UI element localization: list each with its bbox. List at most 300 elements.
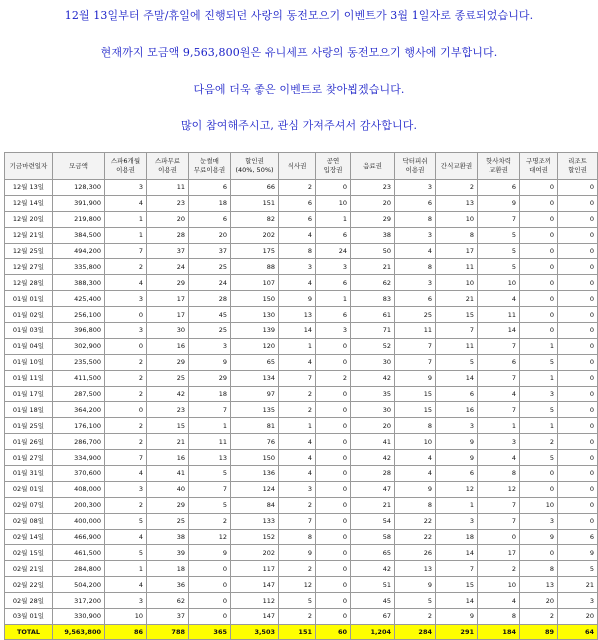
value-cell: 4	[478, 386, 520, 402]
value-cell: 1	[105, 561, 147, 577]
value-cell: 54	[351, 513, 395, 529]
value-cell: 0	[558, 323, 598, 339]
value-cell: 3	[105, 291, 147, 307]
table-row	[5, 561, 598, 577]
value-cell: 25	[395, 307, 436, 323]
value-cell: 2	[279, 180, 316, 196]
total-row	[5, 624, 598, 639]
value-cell: 4	[279, 450, 316, 466]
value-cell: 7	[436, 561, 478, 577]
value-cell: 4	[279, 354, 316, 370]
value-cell: 1	[520, 370, 558, 386]
value-cell: 284,800	[53, 561, 105, 577]
date-cell: 02월 21일	[5, 561, 53, 577]
value-cell: 0	[558, 211, 598, 227]
value-cell: 13	[436, 195, 478, 211]
value-cell: 25	[147, 370, 189, 386]
value-cell: 2	[395, 609, 436, 625]
value-cell: 37	[189, 243, 231, 259]
value-cell: 38	[351, 227, 395, 243]
value-cell: 3	[189, 338, 231, 354]
value-cell: 1	[189, 418, 231, 434]
value-cell: 61	[351, 307, 395, 323]
value-cell: 504,200	[53, 577, 105, 593]
value-cell: 62	[351, 275, 395, 291]
value-cell: 6	[395, 291, 436, 307]
column-header-label: 기금마련일자	[9, 161, 48, 170]
column-header-label: 할인권	[245, 157, 264, 165]
value-cell: 29	[351, 211, 395, 227]
value-cell: 11	[189, 434, 231, 450]
table-row	[5, 577, 598, 593]
value-cell: 14	[478, 323, 520, 339]
notice-line-4: 많이 참여해주시고, 관심 가져주셔서 감사합니다.	[180, 119, 418, 132]
value-cell: 2	[436, 180, 478, 196]
value-cell: 7	[478, 513, 520, 529]
value-cell: 4	[105, 466, 147, 482]
column-header-label: 이용권	[116, 166, 135, 174]
value-cell: 1	[279, 418, 316, 434]
value-cell: 3	[436, 418, 478, 434]
value-cell: 7	[478, 370, 520, 386]
value-cell: 3	[279, 259, 316, 275]
date-cell: 01월 25일	[5, 418, 53, 434]
value-cell: 10	[436, 275, 478, 291]
value-cell: 20	[147, 211, 189, 227]
value-cell: 0	[558, 418, 598, 434]
value-cell: 7	[478, 211, 520, 227]
value-cell: 107	[231, 275, 279, 291]
value-cell: 3	[105, 593, 147, 609]
value-cell: 0	[558, 180, 598, 196]
column-header-label: 스파6개월	[110, 157, 141, 165]
value-cell: 0	[558, 227, 598, 243]
value-cell: 0	[558, 307, 598, 323]
value-cell: 42	[147, 386, 189, 402]
column-header-label: 할인권	[568, 166, 587, 174]
value-cell: 0	[558, 497, 598, 513]
value-cell: 0	[316, 497, 351, 513]
column-header-label: 공연	[326, 157, 340, 165]
value-cell: 38	[147, 529, 189, 545]
table-row	[5, 513, 598, 529]
value-cell: 0	[558, 354, 598, 370]
value-cell: 120	[231, 338, 279, 354]
value-cell: 133	[231, 513, 279, 529]
value-cell: 0	[558, 513, 598, 529]
value-cell: 0	[558, 275, 598, 291]
value-cell: 62	[147, 593, 189, 609]
value-cell: 30	[351, 402, 395, 418]
value-cell: 4	[105, 195, 147, 211]
total-value-cell: 788	[147, 624, 189, 639]
value-cell: 12	[189, 529, 231, 545]
value-cell: 20	[520, 593, 558, 609]
total-value-cell: 86	[105, 624, 147, 639]
value-cell: 4	[279, 434, 316, 450]
value-cell: 3	[105, 180, 147, 196]
table-row	[5, 354, 598, 370]
value-cell: 0	[189, 577, 231, 593]
value-cell: 0	[558, 386, 598, 402]
value-cell: 29	[147, 497, 189, 513]
value-cell: 4	[478, 450, 520, 466]
value-cell: 6	[316, 227, 351, 243]
value-cell: 18	[189, 386, 231, 402]
value-cell: 3	[316, 323, 351, 339]
value-cell: 2	[105, 354, 147, 370]
value-cell: 8	[395, 418, 436, 434]
value-cell: 20	[189, 227, 231, 243]
value-cell: 5	[436, 354, 478, 370]
value-cell: 37	[147, 243, 189, 259]
value-cell: 15	[395, 386, 436, 402]
value-cell: 0	[558, 259, 598, 275]
total-value-cell: 284	[395, 624, 436, 639]
value-cell: 176,100	[53, 418, 105, 434]
value-cell: 175	[231, 243, 279, 259]
table-row	[5, 402, 598, 418]
value-cell: 2	[279, 561, 316, 577]
value-cell: 16	[147, 450, 189, 466]
column-header	[5, 153, 53, 180]
column-header-label: 음료권	[363, 161, 382, 170]
value-cell: 15	[395, 402, 436, 418]
value-cell: 9	[436, 609, 478, 625]
value-cell: 317,200	[53, 593, 105, 609]
value-cell: 21	[351, 259, 395, 275]
value-cell: 17	[147, 307, 189, 323]
value-cell: 5	[520, 450, 558, 466]
column-header-label: 리조트	[568, 157, 587, 165]
value-cell: 0	[558, 434, 598, 450]
total-value-cell: 291	[436, 624, 478, 639]
value-cell: 7	[436, 323, 478, 339]
column-header	[231, 153, 279, 180]
value-cell: 10	[105, 609, 147, 625]
value-cell: 152	[231, 529, 279, 545]
value-cell: 16	[147, 338, 189, 354]
value-cell: 9	[436, 450, 478, 466]
column-header-label: 식사권	[287, 161, 307, 170]
value-cell: 5	[478, 227, 520, 243]
value-cell: 9	[558, 545, 598, 561]
value-cell: 0	[558, 338, 598, 354]
date-cell: 01월 27일	[5, 450, 53, 466]
column-header	[279, 153, 316, 180]
value-cell: 202	[231, 545, 279, 561]
value-cell: 35	[351, 386, 395, 402]
value-cell: 151	[231, 195, 279, 211]
value-cell: 15	[436, 307, 478, 323]
value-cell: 4	[478, 291, 520, 307]
value-cell: 9	[436, 434, 478, 450]
value-cell: 3	[279, 481, 316, 497]
date-cell: 02월 28일	[5, 593, 53, 609]
column-header	[558, 153, 598, 180]
value-cell: 150	[231, 450, 279, 466]
value-cell: 39	[147, 545, 189, 561]
date-cell: 12월 21일	[5, 227, 53, 243]
value-cell: 40	[147, 481, 189, 497]
value-cell: 9	[478, 195, 520, 211]
table-row	[5, 370, 598, 386]
table-row	[5, 593, 598, 609]
table-row	[5, 338, 598, 354]
value-cell: 11	[478, 307, 520, 323]
date-cell: 01월 11일	[5, 370, 53, 386]
value-cell: 8	[279, 529, 316, 545]
value-cell: 0	[558, 195, 598, 211]
value-cell: 0	[105, 402, 147, 418]
value-cell: 147	[231, 577, 279, 593]
value-cell: 37	[147, 609, 189, 625]
value-cell: 7	[395, 354, 436, 370]
column-header-label: 입장권	[323, 166, 343, 174]
value-cell: 384,500	[53, 227, 105, 243]
date-cell: 03월 01일	[5, 609, 53, 625]
value-cell: 1	[316, 211, 351, 227]
value-cell: 6	[436, 466, 478, 482]
value-cell: 2	[520, 434, 558, 450]
column-header	[478, 153, 520, 180]
date-cell: 02월 08일	[5, 513, 53, 529]
table-row	[5, 259, 598, 275]
date-cell: 12월 20일	[5, 211, 53, 227]
value-cell: 388,300	[53, 275, 105, 291]
column-header-label: 스파무료	[154, 157, 181, 165]
column-header	[147, 153, 189, 180]
table-row	[5, 275, 598, 291]
value-cell: 26	[395, 545, 436, 561]
value-cell: 24	[147, 259, 189, 275]
value-cell: 1	[105, 227, 147, 243]
value-cell: 42	[351, 561, 395, 577]
value-cell: 461,500	[53, 545, 105, 561]
table-row	[5, 418, 598, 434]
value-cell: 10	[520, 497, 558, 513]
value-cell: 0	[558, 466, 598, 482]
column-header-label: 모금액	[69, 161, 88, 170]
value-cell: 12	[478, 481, 520, 497]
value-cell: 6	[395, 195, 436, 211]
value-cell: 117	[231, 561, 279, 577]
value-cell: 9	[189, 354, 231, 370]
value-cell: 5	[189, 497, 231, 513]
date-cell: 01월 18일	[5, 402, 53, 418]
total-value-cell: 3,503	[231, 624, 279, 639]
value-cell: 0	[520, 259, 558, 275]
value-cell: 0	[558, 243, 598, 259]
value-cell: 0	[520, 291, 558, 307]
column-header-label: 교환권	[489, 166, 508, 174]
value-cell: 9	[395, 370, 436, 386]
value-cell: 24	[316, 243, 351, 259]
value-cell: 0	[316, 609, 351, 625]
value-cell: 0	[316, 338, 351, 354]
value-cell: 50	[351, 243, 395, 259]
total-value-cell: 1,204	[351, 624, 395, 639]
value-cell: 2	[279, 386, 316, 402]
table-row	[5, 291, 598, 307]
value-cell: 65	[351, 545, 395, 561]
date-cell: 02월 07일	[5, 497, 53, 513]
value-cell: 52	[351, 338, 395, 354]
value-cell: 11	[436, 259, 478, 275]
value-cell: 3	[105, 323, 147, 339]
value-cell: 58	[351, 529, 395, 545]
value-cell: 0	[316, 577, 351, 593]
value-cell: 7	[279, 370, 316, 386]
value-cell: 370,600	[53, 466, 105, 482]
value-cell: 9	[189, 545, 231, 561]
donation-table	[4, 152, 598, 640]
column-header	[520, 153, 558, 180]
table-row	[5, 386, 598, 402]
column-header-label: 이용권	[405, 166, 425, 174]
value-cell: 6	[478, 180, 520, 196]
table-header-row	[5, 153, 598, 180]
value-cell: 6	[279, 195, 316, 211]
value-cell: 287,500	[53, 386, 105, 402]
value-cell: 9	[520, 529, 558, 545]
value-cell: 30	[147, 323, 189, 339]
value-cell: 71	[351, 323, 395, 339]
column-header-label: 닥터피쉬	[402, 157, 428, 165]
value-cell: 29	[147, 354, 189, 370]
value-cell: 0	[316, 561, 351, 577]
value-cell: 29	[147, 275, 189, 291]
value-cell: 0	[520, 195, 558, 211]
value-cell: 0	[316, 545, 351, 561]
value-cell: 1	[436, 497, 478, 513]
value-cell: 7	[478, 497, 520, 513]
table-row	[5, 243, 598, 259]
table-row	[5, 481, 598, 497]
value-cell: 97	[231, 386, 279, 402]
date-cell: 02월 01일	[5, 481, 53, 497]
value-cell: 8	[279, 243, 316, 259]
value-cell: 25	[189, 259, 231, 275]
value-cell: 25	[147, 513, 189, 529]
value-cell: 4	[105, 529, 147, 545]
value-cell: 6	[478, 354, 520, 370]
value-cell: 1	[279, 338, 316, 354]
value-cell: 10	[478, 577, 520, 593]
value-cell: 0	[105, 338, 147, 354]
value-cell: 3	[478, 434, 520, 450]
value-cell: 22	[395, 529, 436, 545]
value-cell: 5	[279, 593, 316, 609]
value-cell: 147	[231, 609, 279, 625]
total-value-cell: 64	[558, 624, 598, 639]
value-cell: 11	[395, 323, 436, 339]
value-cell: 6	[316, 275, 351, 291]
value-cell: 5	[520, 354, 558, 370]
value-cell: 400,000	[53, 513, 105, 529]
value-cell: 0	[520, 243, 558, 259]
value-cell: 17	[478, 545, 520, 561]
column-header-label: 대여권	[529, 166, 548, 174]
value-cell: 23	[351, 180, 395, 196]
date-cell: 12월 27일	[5, 259, 53, 275]
value-cell: 3	[395, 227, 436, 243]
value-cell: 28	[189, 291, 231, 307]
value-cell: 3	[558, 593, 598, 609]
value-cell: 334,900	[53, 450, 105, 466]
value-cell: 0	[520, 211, 558, 227]
value-cell: 2	[189, 513, 231, 529]
column-header-label: (40%, 50%)	[235, 166, 274, 174]
value-cell: 4	[279, 227, 316, 243]
value-cell: 21	[558, 577, 598, 593]
value-cell: 65	[231, 354, 279, 370]
value-cell: 1	[478, 418, 520, 434]
value-cell: 45	[189, 307, 231, 323]
value-cell: 7	[189, 481, 231, 497]
column-header	[316, 153, 351, 180]
value-cell: 0	[558, 481, 598, 497]
value-cell: 5	[189, 466, 231, 482]
value-cell: 6	[279, 211, 316, 227]
table-row	[5, 529, 598, 545]
column-header-label: 간식교환권	[440, 161, 473, 170]
total-value-cell: 60	[316, 624, 351, 639]
value-cell: 23	[147, 402, 189, 418]
value-cell: 0	[520, 466, 558, 482]
value-cell: 81	[231, 418, 279, 434]
date-cell: 01월 02일	[5, 307, 53, 323]
value-cell: 8	[520, 561, 558, 577]
value-cell: 11	[147, 180, 189, 196]
value-cell: 82	[231, 211, 279, 227]
value-cell: 0	[316, 354, 351, 370]
total-label: TOTAL	[5, 624, 53, 639]
table-row	[5, 323, 598, 339]
value-cell: 5	[520, 402, 558, 418]
value-cell: 5	[558, 561, 598, 577]
value-cell: 21	[436, 291, 478, 307]
value-cell: 2	[520, 609, 558, 625]
date-cell: 02월 14일	[5, 529, 53, 545]
value-cell: 12	[436, 481, 478, 497]
value-cell: 6	[436, 386, 478, 402]
value-cell: 1	[105, 211, 147, 227]
value-cell: 42	[351, 450, 395, 466]
value-cell: 0	[316, 466, 351, 482]
value-cell: 30	[351, 354, 395, 370]
value-cell: 2	[316, 370, 351, 386]
value-cell: 66	[231, 180, 279, 196]
value-cell: 23	[147, 195, 189, 211]
value-cell: 10	[395, 434, 436, 450]
value-cell: 5	[105, 513, 147, 529]
value-cell: 408,000	[53, 481, 105, 497]
value-cell: 18	[189, 195, 231, 211]
value-cell: 9	[279, 545, 316, 561]
value-cell: 411,500	[53, 370, 105, 386]
value-cell: 235,500	[53, 354, 105, 370]
date-cell: 12월 13일	[5, 180, 53, 196]
value-cell: 7	[189, 402, 231, 418]
value-cell: 10	[316, 195, 351, 211]
value-cell: 200,300	[53, 497, 105, 513]
value-cell: 47	[351, 481, 395, 497]
value-cell: 28	[351, 466, 395, 482]
total-value-cell: 151	[279, 624, 316, 639]
value-cell: 364,200	[53, 402, 105, 418]
value-cell: 466,900	[53, 529, 105, 545]
